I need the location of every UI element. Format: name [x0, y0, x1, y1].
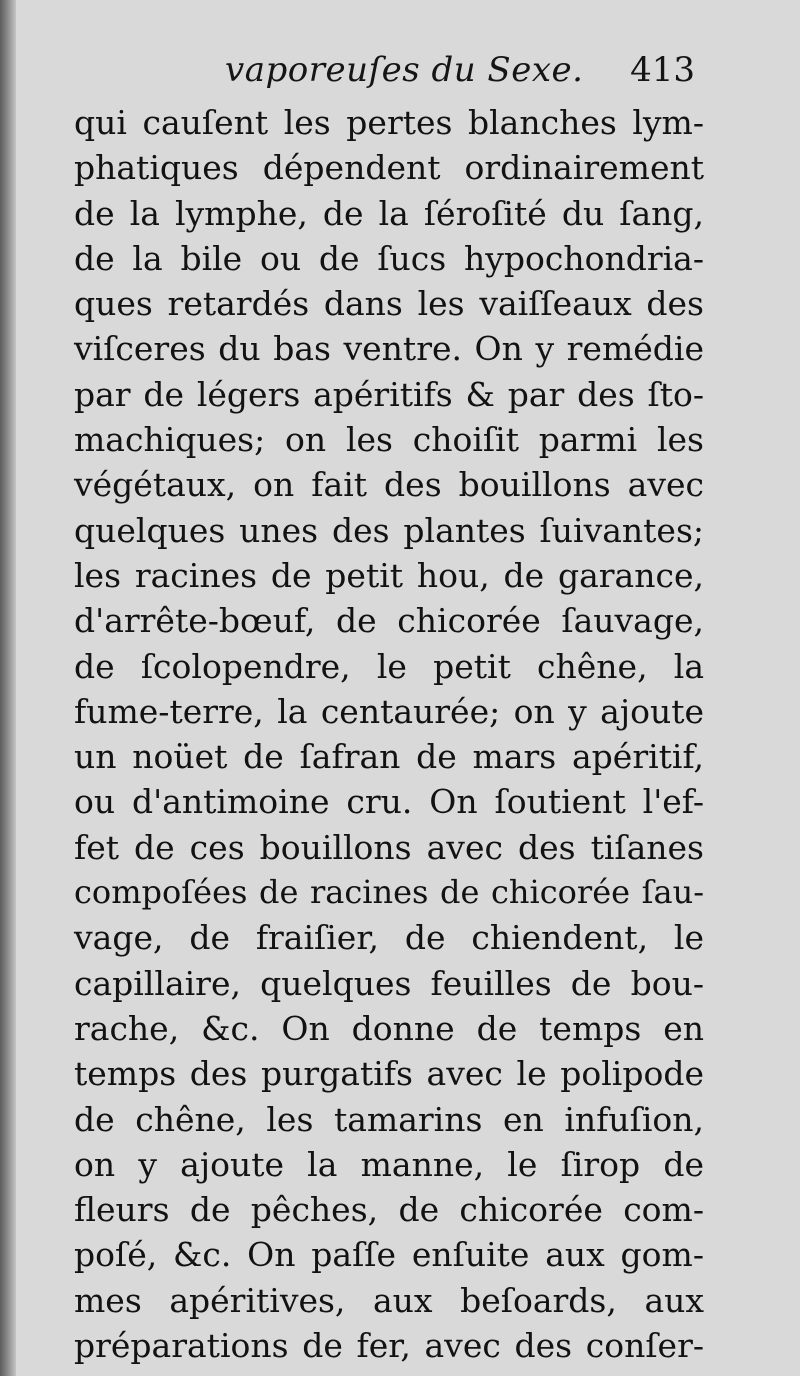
text-line: végétaux, on fait des bouillons avec: [74, 465, 704, 505]
text-line: qui cauſent les pertes blanches lym-: [74, 103, 704, 142]
text-line: préparations de fer, avec des conſer-: [74, 1326, 704, 1366]
text-line: ques retardés dans les vaiſſeaux des: [74, 284, 704, 324]
body-text: [74, 100, 704, 1368]
text-line: un noüet de ſafran de mars apéritif,: [74, 737, 704, 777]
text-line: fet de ces bouillons avec des tiſanes: [74, 827, 704, 867]
text-line: compoſées de racines de chicorée ſau-: [74, 873, 704, 912]
running-title: vaporeuſes du Sexe.: [225, 50, 584, 90]
text-line: capillaire, quelques feuilles de bou-: [74, 963, 704, 1003]
text-line: mes apéritives, aux beſoards, aux: [74, 1280, 704, 1320]
text-line: de ſcolopendre, le petit chêne, la: [74, 646, 704, 686]
text-line: d'arrête-bœuf, de chicorée ſauvage,: [74, 601, 704, 641]
page-header: [225, 50, 695, 96]
text-line: les racines de petit hou, de garance,: [74, 555, 704, 595]
text-line: fleurs de pêches, de chicorée com-: [74, 1190, 704, 1230]
text-line: rache, &c. On donne de temps en: [74, 1008, 704, 1048]
text-line: par de légers apéritifs & par des ſto-: [74, 374, 704, 414]
text-line: de la bile ou de ſucs hypochondria-: [74, 238, 704, 278]
text-line: de chêne, les tamarins en infuſion,: [74, 1099, 704, 1139]
text-line: viſceres du bas ventre. On y remédie: [74, 329, 704, 369]
text-line: quelques unes des plantes ſuivantes;: [74, 510, 704, 550]
text-line: ou d'antimoine cru. On ſoutient l'ef-: [74, 782, 704, 822]
text-line: machiques; on les choiſit parmi les: [74, 420, 704, 460]
text-line: fume-terre, la centaurée; on y ajoute: [74, 691, 704, 731]
page-binding-shadow: [0, 0, 16, 1376]
text-line: on y ajoute la manne, le ſirop de: [74, 1144, 704, 1184]
text-line: temps des purgatifs avec le polipode: [74, 1054, 704, 1094]
page-number: 413: [630, 50, 695, 90]
text-line: phatiques dépendent ordinairement: [74, 148, 704, 188]
text-line: vage, de fraiſier, de chiendent, le: [74, 918, 704, 958]
text-line: de la lymphe, de la ſéroſité du ſang,: [74, 193, 704, 233]
text-line: poſé, &c. On paſſe enſuite aux gom-: [74, 1235, 704, 1275]
